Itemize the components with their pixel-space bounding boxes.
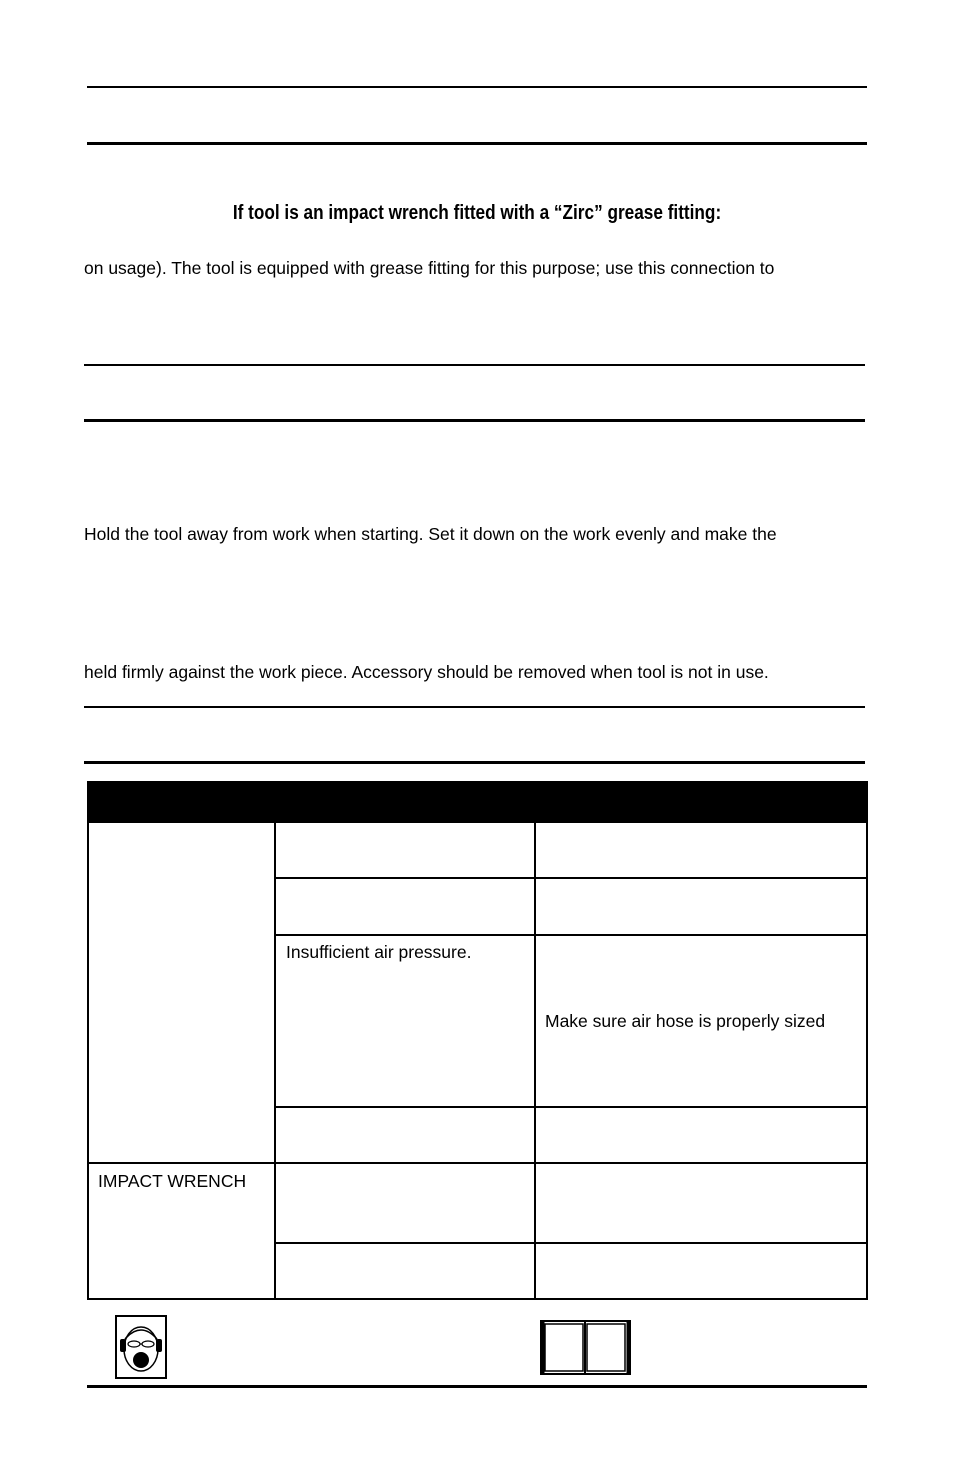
row-divider-4 xyxy=(275,1242,868,1244)
troubleshooting-table xyxy=(87,781,868,1300)
tool-impact-wrench: IMPACT WRENCH xyxy=(98,1171,247,1191)
mid-rule-2 xyxy=(84,419,865,422)
lower-rule-2 xyxy=(84,761,865,764)
ear-eye-protection-icon xyxy=(115,1315,167,1379)
manual-book-icon xyxy=(540,1320,631,1375)
table-header-bar xyxy=(89,783,866,823)
paragraph-operation: Hold the tool away from work when starting. Set it down on the work evenly and make the xyxy=(84,524,777,544)
lower-rule-1 xyxy=(84,706,865,708)
column-divider-1 xyxy=(274,823,276,1300)
section-heading: If tool is an impact wrench fitted with a “Zirc” grease fitting: xyxy=(232,202,722,224)
cause-insufficient-air: Insufficient air pressure. xyxy=(286,942,472,962)
paragraph-accessory: held firmly against the work piece. Accessory should be removed when tool is not in use. xyxy=(84,662,769,682)
row-divider-1 xyxy=(275,877,868,879)
paragraph-lubrication: on usage). The tool is equipped with grease fitting for this purpose; use this connection to xyxy=(84,258,775,278)
top-rule-2 xyxy=(87,142,867,145)
column-divider-2 xyxy=(534,823,536,1300)
row-divider-2 xyxy=(275,934,868,936)
remedy-air-hose: Make sure air hose is properly sized xyxy=(545,1011,826,1031)
bottom-rule xyxy=(87,1385,867,1388)
top-rule-1 xyxy=(87,86,867,88)
group-divider xyxy=(89,1162,868,1164)
row-divider-3 xyxy=(275,1106,868,1108)
mid-rule-1 xyxy=(84,364,865,366)
